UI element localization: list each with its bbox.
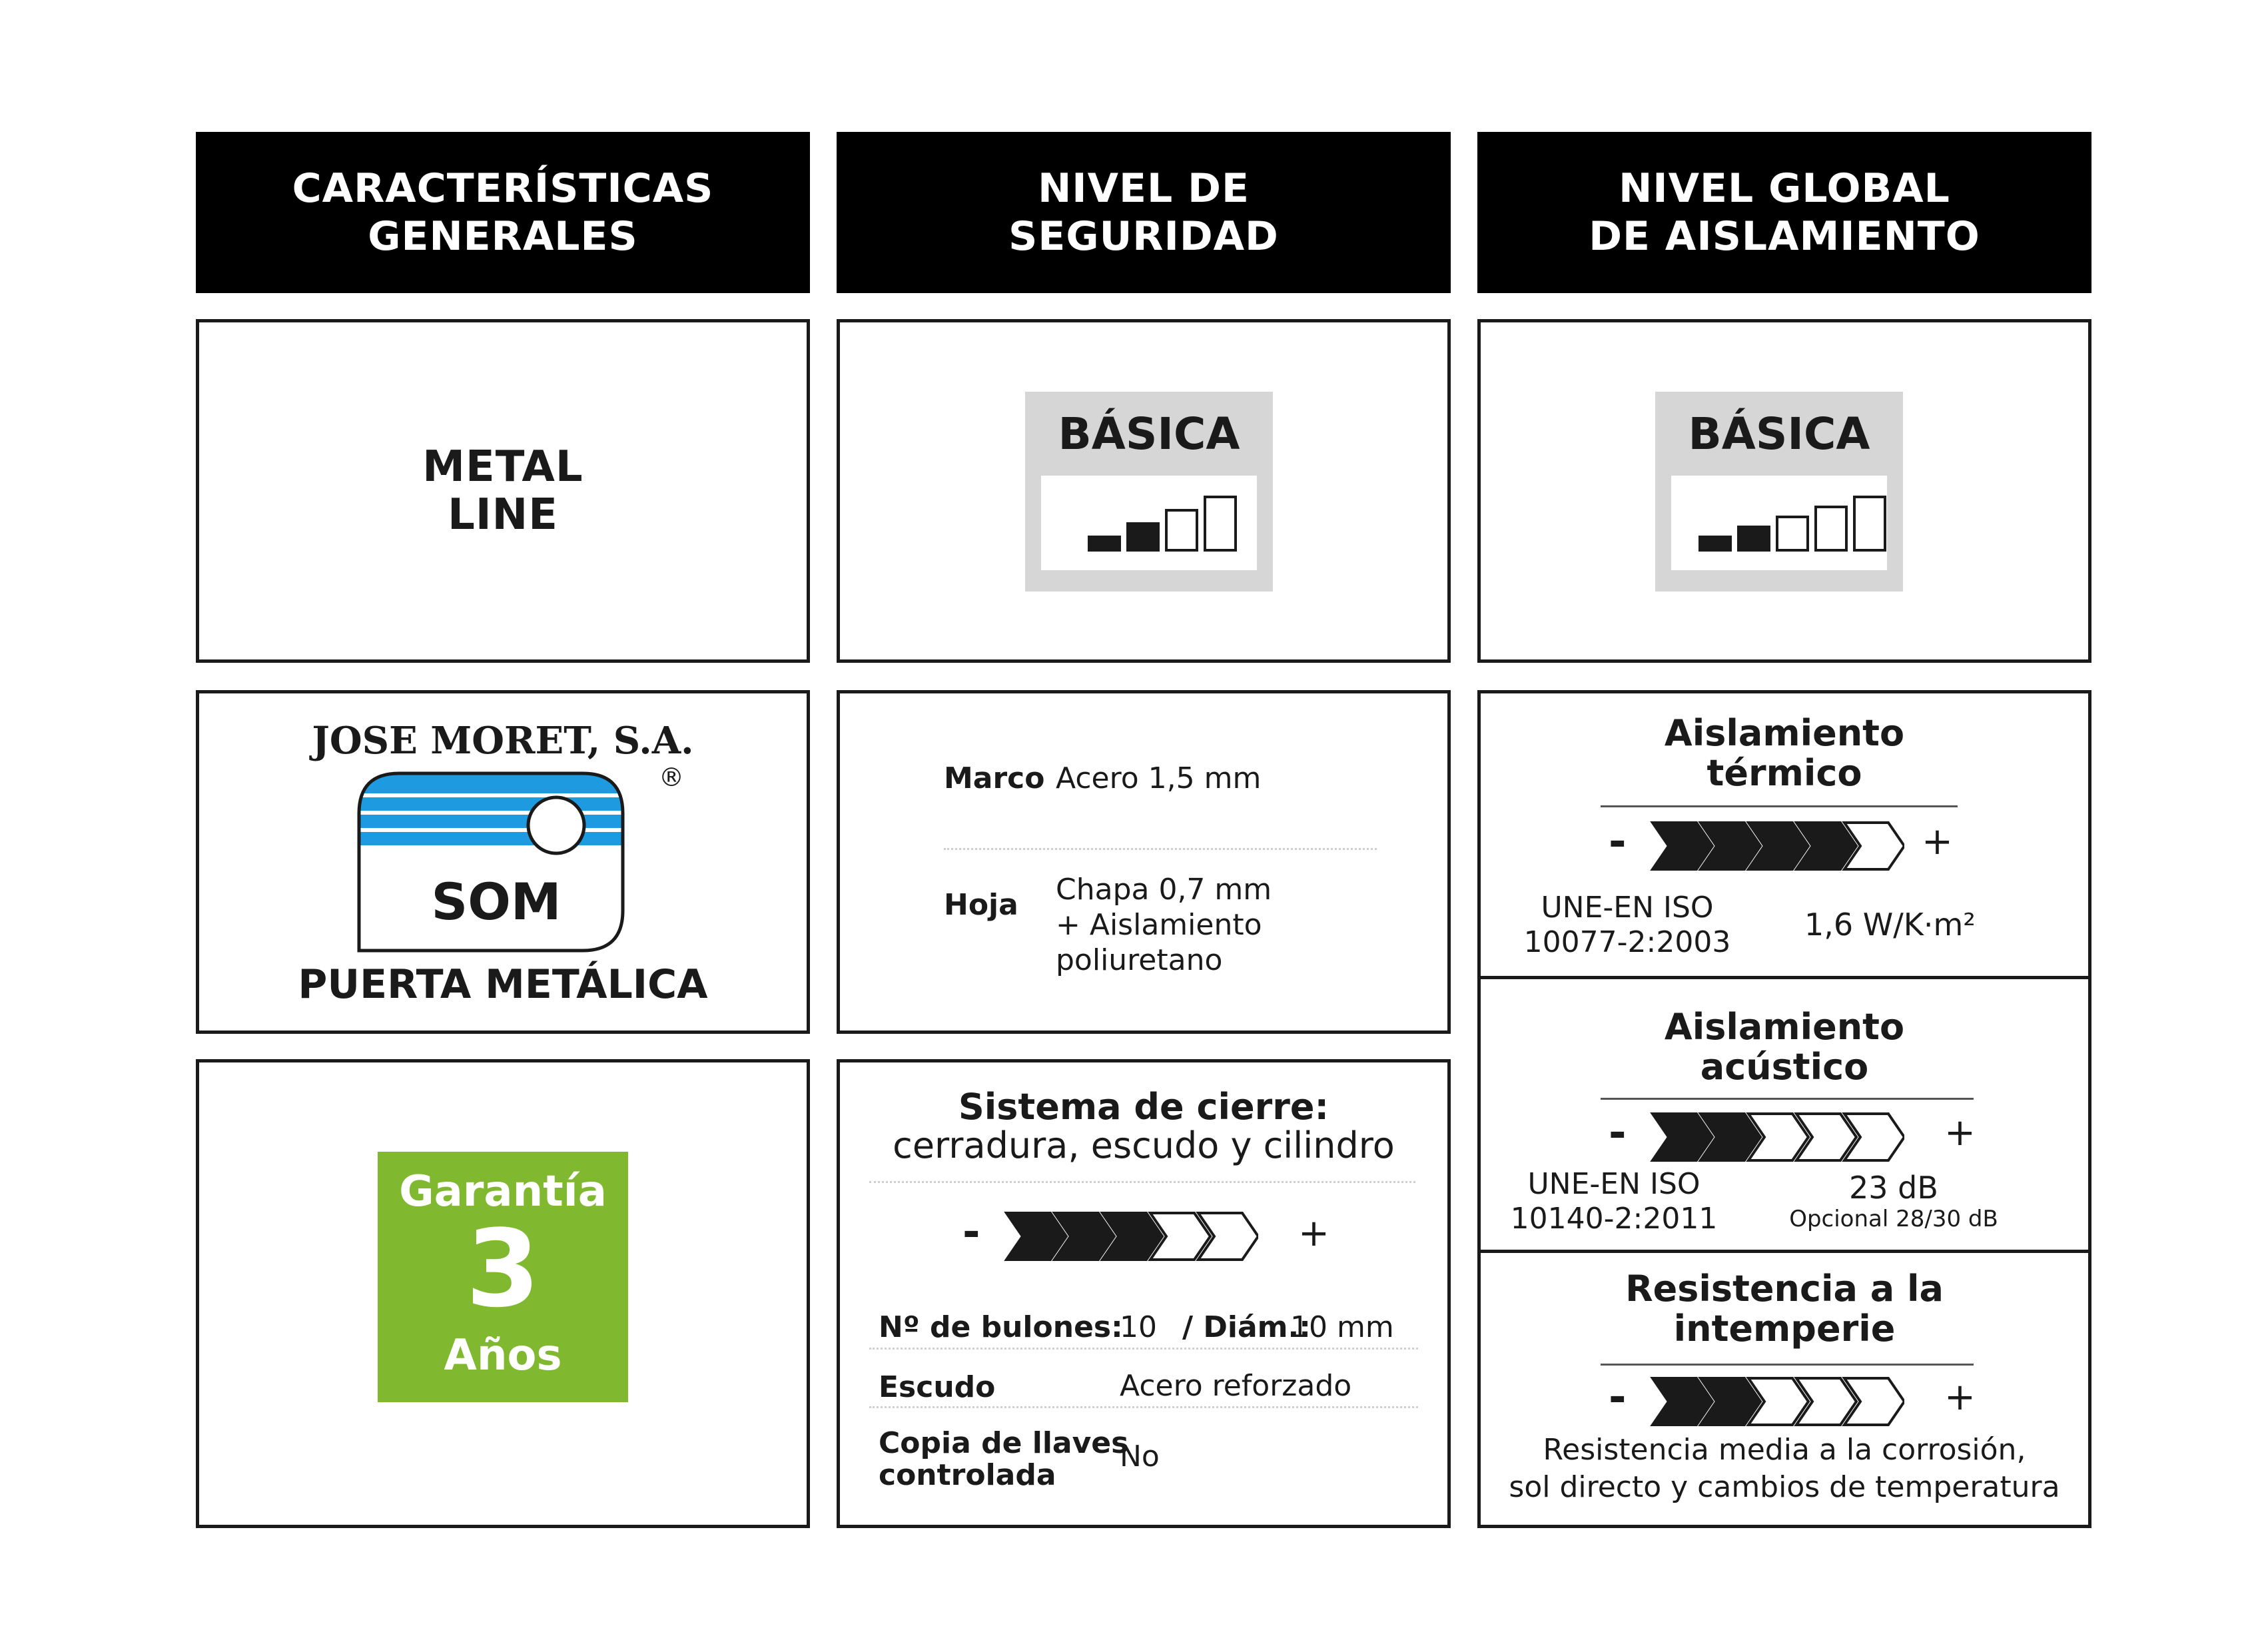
shield-label: Escudo [879,1370,996,1404]
acoustic-value: 23 dB [1849,1170,1938,1206]
thermal-value: 1,6 W/K·m² [1804,907,1976,943]
guarantee-number: 3 [466,1206,540,1331]
closing-system-box [837,1059,1451,1528]
level-bar-empty [1854,497,1885,550]
closing-title: Sistema de cierre: [958,1086,1329,1128]
acoustic-optional: Opcional 28/30 dB [1789,1206,1998,1232]
thermal-box [1477,690,2091,979]
registered-mark: ® [659,763,684,792]
closing-minus: - [962,1208,980,1257]
acoustic-standard: UNE-EN ISO 10140-2:2011 [1510,1167,1718,1236]
security-level-box [837,319,1451,663]
security-level-badge [1025,392,1273,592]
guarantee-title: Garantía [399,1167,607,1216]
bolts-value: 10 [1120,1310,1157,1344]
frame-label: Marco [944,761,1045,795]
rating-chevron-filled [1006,1213,1066,1260]
closing-subtitle: cerradura, escudo y cilindro [893,1124,1395,1166]
acoustic-title: Aislamiento acústico [1664,1006,1905,1088]
weather-minus: - [1609,1373,1627,1422]
materials-box [837,690,1451,1034]
security-level-label: BÁSICA [1058,408,1240,460]
shield-value: Acero reforzado [1120,1369,1352,1403]
thermal-rating [1650,820,1904,872]
frame-value: Acero 1,5 mm [1056,761,1262,795]
level-bar-filled [1128,524,1158,550]
keys-value: No [1120,1440,1160,1473]
acoustic-minus: - [1609,1108,1627,1158]
weather-rating [1650,1376,1904,1428]
leaf-value: Chapa 0,7 mm + Aislamiento poliuretano [1056,873,1272,977]
thermal-minus: - [1609,817,1627,867]
bolts-label: Nº de bulones: [879,1310,1123,1344]
guarantee-badge [378,1152,628,1402]
diameter-value: 10 mm [1290,1310,1394,1344]
model-name: METAL LINE [422,442,583,540]
guarantee-unit: Años [444,1331,562,1380]
security-level-bars [1041,476,1257,570]
guarantee-box [196,1059,810,1528]
closing-rating [1004,1210,1258,1262]
level-bar-empty [1205,497,1236,550]
diameter-label: / Diám.: [1182,1310,1311,1344]
rating-chevron-filled [1653,1378,1712,1425]
weather-title: Resistencia a la intemperie [1625,1268,1944,1350]
acoustic-rating [1650,1111,1904,1163]
acoustic-box [1477,976,2091,1253]
rating-chevron-filled [1653,1114,1712,1160]
logo-box [196,690,810,1034]
acoustic-plus: + [1944,1111,1976,1154]
product-name: PUERTA METÁLICA [298,961,708,1008]
brand-name: SOM [431,872,562,931]
header-general: CARACTERÍSTICAS GENERALES [196,132,810,293]
weather-description: Resistencia media a la corrosión, sol directo y cambios de temperatura [1509,1433,2060,1504]
insulation-level-label: BÁSICA [1688,408,1870,460]
leaf-label: Hoja [944,888,1018,922]
keys-label: Copia de llaves controlada [879,1426,1129,1492]
closing-plus: + [1298,1212,1329,1255]
header-security: NIVEL DE SEGURIDAD [837,132,1451,293]
thermal-plus: + [1922,820,1953,863]
company-name: JOSE MORET, S.A. [312,719,694,763]
level-bar-filled [1738,527,1769,550]
level-bar-filled [1700,537,1730,550]
thermal-title: Aislamiento térmico [1664,712,1905,794]
header-insulation: NIVEL GLOBAL DE AISLAMIENTO [1477,132,2091,293]
insulation-level-badge [1655,392,1903,592]
level-bar-empty [1816,507,1846,550]
insulation-level-bars [1671,476,1887,570]
rating-chevron-filled [1653,823,1712,869]
weather-box [1477,1250,2091,1528]
thermal-standard: UNE-EN ISO 10077-2:2003 [1523,891,1731,959]
insulation-level-box [1477,319,2091,663]
weather-plus: + [1944,1376,1976,1419]
level-bar-empty [1777,517,1808,550]
level-bar-empty [1166,510,1197,550]
model-box [196,319,810,663]
level-bar-filled [1089,537,1120,550]
